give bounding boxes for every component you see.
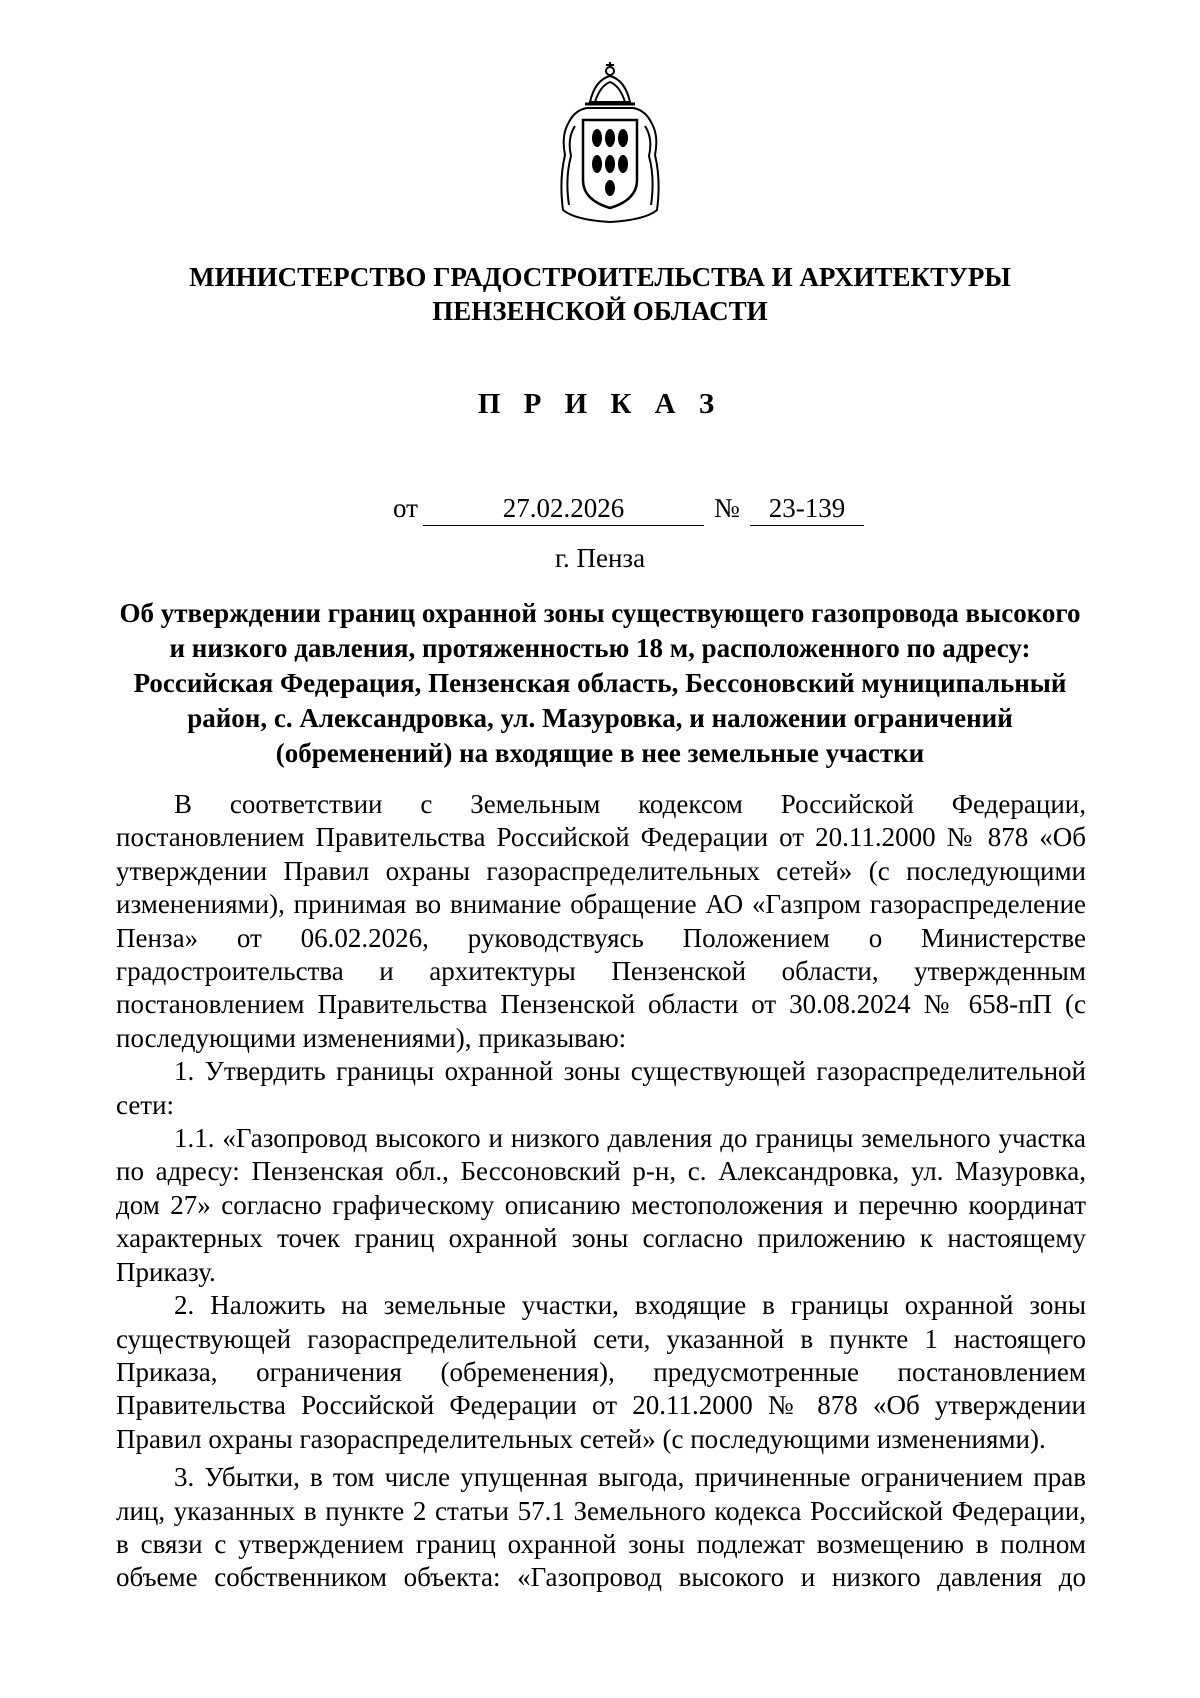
document-date: 27.02.2026 (423, 493, 704, 526)
body-paragraph-item-1: 1. Утвердить границы охранной зоны существующей газораспределительной сети: (116, 1056, 1086, 1120)
document-number: 23-139 (750, 493, 864, 526)
body-paragraph-item-2: 2. Наложить на земельные участки, входящие в границы охранной зоны существующей газораспределительной сети, указанной в пункте 1 настоящего Приказа, ограничения (обременения), предусмотренные постановлением Правительства Российской Федерации от 20.11.2000 № 878 «Об утверждении Правил охраны газораспределительных сетей» (с последующими изменениями). (116, 1290, 1086, 1454)
body-paragraph-item-3: 3. Убытки, в том числе упущенная выгода, причиненные ограничением прав лиц, указанных в пункте 2 статьи 57.1 Земельного кодекса Российской Федерации, в связи с утверждением границ охранной зоны подлежат возмещению в полном объеме собственником объекта: «Газопровод высокого и низкого давления до (116, 1462, 1086, 1593)
body-paragraph-preamble: В соответствии с Земельным кодексом Российской Федерации, постановлением Правительства Российской Федерации от 20.11.2000 № 878 «Об утверждении Правил охраны газораспределительных сетей» (с последующими изменениями), принимая во внимание обращение АО «Газпром газораспределение Пенза» от 06.02.2026, руководствуясь Положением о Министерстве градостроительства и архитектуры Пензенской области, утвержденным постановлением Правительства Пензенской области от 30.08.2024 № 658-пП (с последующими изменениями), приказываю: (116, 789, 1086, 1053)
subject-line-2: и низкого давления, протяженностью 18 м, расположенного по адресу: (169, 633, 1031, 663)
subject-line-3: Российская Федерация, Пензенская область, Бессоновский муниципальный (133, 668, 1067, 698)
ministry-line-2: ПЕНЗЕНСКОЙ ОБЛАСТИ (432, 296, 768, 326)
penza-coat-of-arms-icon (555, 60, 665, 235)
subject-line-5: (обременений) на входящие в нее земельные участки (275, 738, 925, 768)
body-paragraph-item-1-1: 1.1. «Газопровод высокого и низкого давления до границы земельного участка по адресу: Пензенская обл., Бессоновский р-н, с. Александровка, ул. Мазуровка, дом 27» согласно графическому описанию местоположения и перечню координат характерных точек границ охранной зоны согласно приложению к настоящему Приказу. (116, 1123, 1086, 1287)
document-date-number-line (0, 493, 1200, 533)
document-city: г. Пенза (554, 543, 646, 573)
document-body (116, 788, 1086, 1595)
ministry-name (0, 260, 1200, 328)
document-subject (108, 596, 1092, 771)
number-prefix: № (714, 493, 740, 523)
document-type-title: П Р И К А З (477, 388, 723, 420)
subject-line-4: район, с. Александровка, ул. Мазуровка, и наложении ограничений (187, 703, 1013, 733)
date-prefix: от (393, 493, 418, 523)
subject-line-1: Об утверждении границ охранной зоны существующего газопровода высокого (119, 598, 1081, 628)
ministry-line-1: МИНИСТЕРСТВО ГРАДОСТРОИТЕЛЬСТВА И АРХИТЕКТУРЫ (189, 262, 1011, 292)
